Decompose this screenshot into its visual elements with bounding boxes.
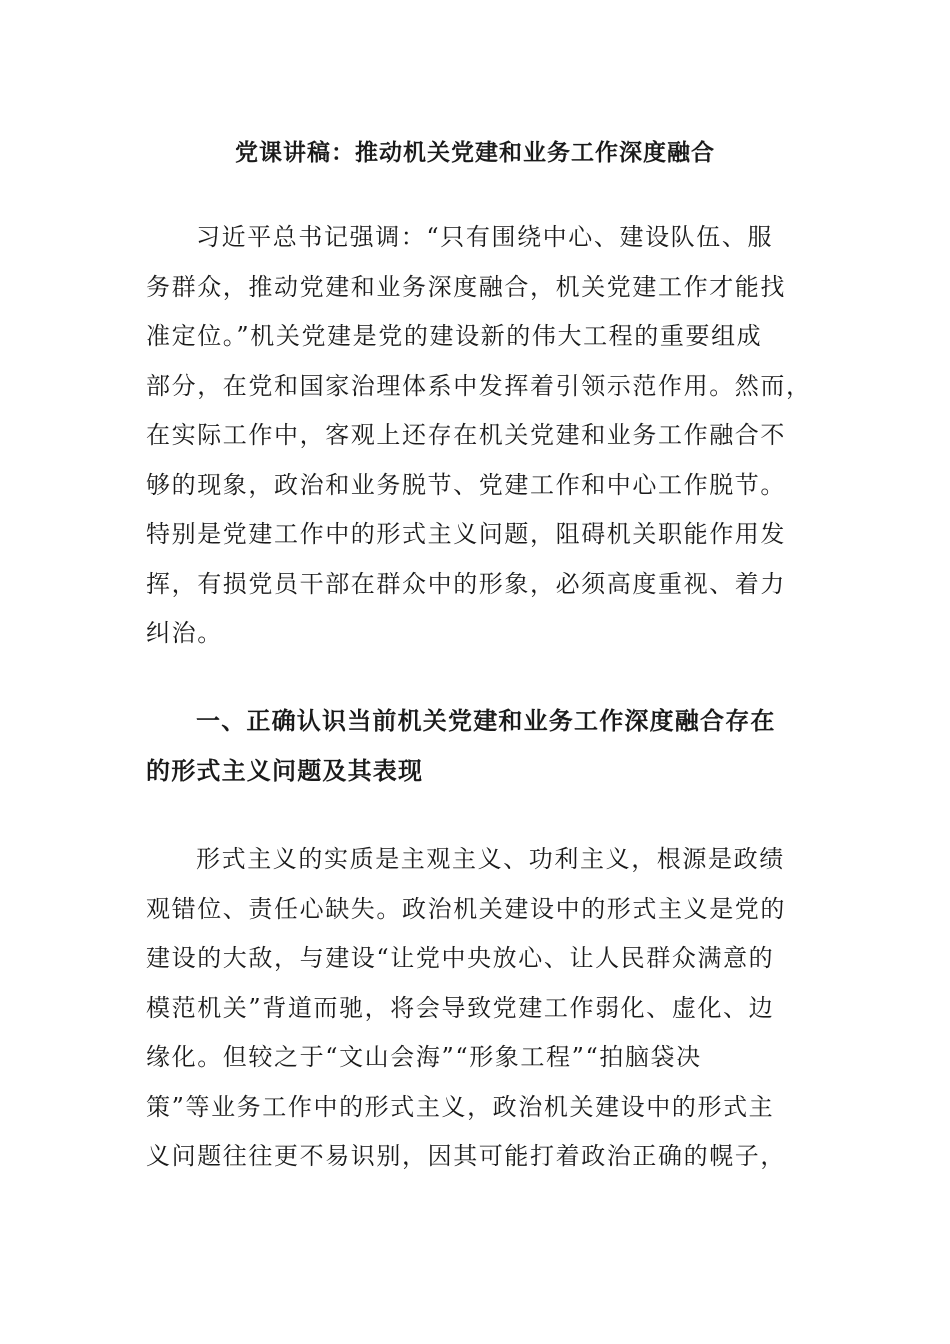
heading-line: 一、正确认识当前机关党建和业务工作深度融合存在	[196, 706, 776, 735]
paragraph-line: 模范机关”背道而驰，将会导致党建工作弱化、虚化、边	[146, 993, 775, 1022]
document-title: 党课讲稿：推动机关党建和业务工作深度融合	[235, 139, 715, 166]
paragraph-line: 在实际工作中，客观上还存在机关党建和业务工作融合不	[146, 421, 786, 449]
paragraph-line: 策”等业务工作中的形式主义，政治机关建设中的形式主	[146, 1092, 775, 1121]
section-body-paragraph	[146, 835, 806, 1182]
paragraph-line: 习近平总书记强调：“只有围绕中心、建设队伍、服	[196, 223, 774, 251]
paragraph-line: 形式主义的实质是主观主义、功利主义，根源是政绩	[196, 845, 785, 873]
intro-paragraph	[146, 213, 812, 659]
paragraph-line: 挥，有损党员干部在群众中的形象，必须高度重视、着力	[146, 569, 786, 598]
section-heading	[146, 696, 806, 795]
paragraph-line: 纠治。	[146, 619, 223, 647]
heading-line: 的形式主义问题及其表现	[146, 755, 424, 785]
paragraph-line: 观错位、责任心缺失。政治机关建设中的形式主义是党的	[146, 894, 786, 923]
paragraph-line: 部分，在党和国家治理体系中发挥着引领示范作用。然而，	[146, 371, 812, 400]
paragraph-line: 准定位。”机关党建是党的建设新的伟大工程的重要组成	[146, 322, 763, 350]
paragraph-line: 缘化。但较之于“文山会海”“形象工程”“拍脑袋决	[146, 1043, 702, 1071]
paragraph-line: 义问题往往更不易识别，因其可能打着政治正确的幌子，	[146, 1142, 786, 1170]
paragraph-line: 特别是党建工作中的形式主义问题，阻碍机关职能作用发	[146, 520, 786, 548]
paragraph-line: 建设的大敌，与建设“让党中央放心、让人民群众满意的	[146, 944, 775, 972]
paragraph-line: 够的现象，政治和业务脱节、党建工作和中心工作脱节。	[146, 470, 786, 499]
paragraph-line: 务群众，推动党建和业务深度融合，机关党建工作才能找	[146, 272, 786, 301]
